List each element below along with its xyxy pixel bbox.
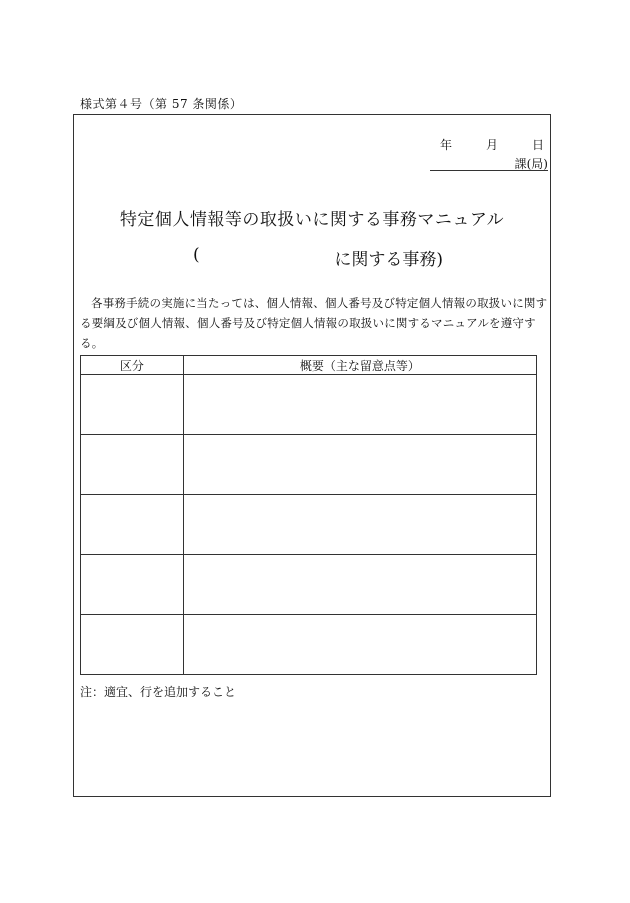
table-header-row [81, 356, 537, 375]
date-day-label: 日 [531, 138, 544, 152]
document-subtitle [193, 245, 443, 270]
instruction-paragraph: 各事務手続の実施に当たっては、個人情報、個人番号及び特定個人情報の取扱いに関する要綱及び個人情報、個人番号及び特定個人情報の取扱いに関するマニュアルを遵守する。 [80, 296, 548, 350]
date-field [440, 136, 544, 153]
form-number-label: 様式第４号（第 57 条関係） [80, 97, 243, 111]
document-title: 特定個人情報等の取扱いに関する事務マニュアル [119, 210, 505, 230]
category-cell [81, 375, 184, 435]
category-cell [81, 495, 184, 555]
category-cell [81, 435, 184, 495]
subtitle-open-paren: ( [193, 245, 200, 265]
table-row [81, 375, 537, 435]
table-row [81, 435, 537, 495]
category-cell [81, 555, 184, 615]
date-month-label: 月 [485, 138, 498, 152]
overview-cell [183, 435, 536, 495]
date-year-label: 年 [439, 138, 452, 152]
header-category: 区分 [81, 356, 184, 375]
table-row [81, 555, 537, 615]
overview-cell [183, 375, 536, 435]
table-row [81, 495, 537, 555]
manual-table [80, 355, 537, 675]
footnote: 注：適宜、行を追加すること [80, 685, 237, 699]
overview-cell [183, 555, 536, 615]
overview-cell [183, 495, 536, 555]
overview-cell [183, 615, 536, 675]
subtitle-text: に関する事務) [334, 250, 443, 270]
category-cell [81, 615, 184, 675]
table-row [81, 615, 537, 675]
department-field: 課(局) [430, 155, 548, 171]
header-overview: 概要（主な留意点等） [183, 356, 536, 375]
